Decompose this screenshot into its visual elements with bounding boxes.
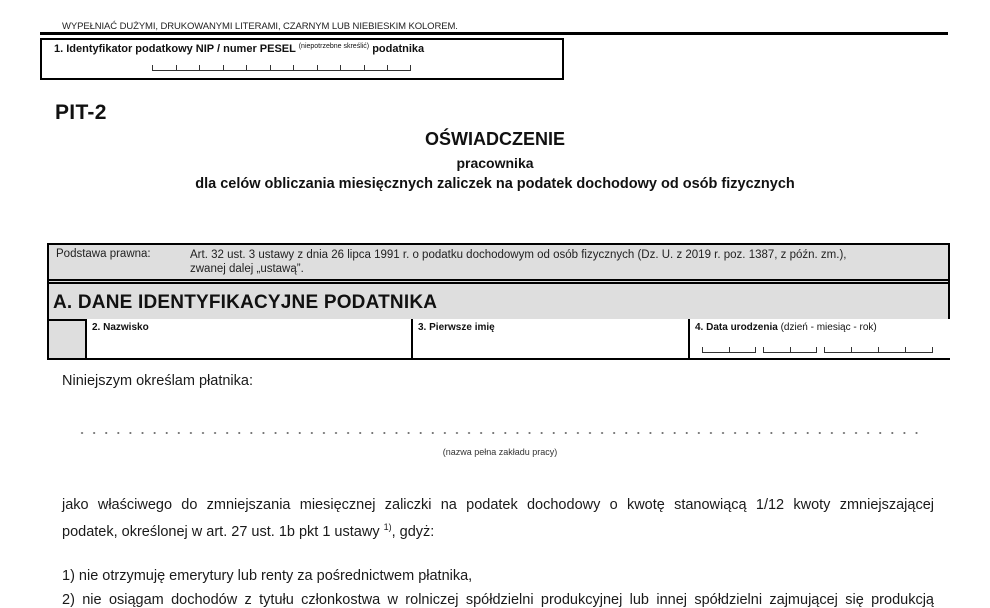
condition-item-1: 1) nie otrzymuję emerytury lub renty za pośrednictwem płatnika, <box>62 568 473 584</box>
fill-instruction: WYPEŁNIAĆ DUŻYMI, DRUKOWANYMI LITERAMI, CZARNYM LUB NIEBIESKIM KOLOREM. <box>62 21 458 32</box>
section-a-fields <box>85 319 950 358</box>
form-code: PIT-2 <box>55 101 107 124</box>
surname-label: 2. Nazwisko <box>92 322 149 333</box>
birth-date-label: 4. Data urodzenia (dzień - miesiąc - rok) <box>695 322 877 333</box>
condition-item-2: 2) nie osiągam dochodów z tytułu członkostwa w rolniczej spółdzielni produkcyjnej lub innej spółdzielni zajmującej się produkcją <box>62 592 934 608</box>
nip-pesel-field[interactable] <box>40 38 564 80</box>
birth-year-slots[interactable] <box>824 346 933 353</box>
footnote-ref: 1) <box>383 522 392 532</box>
birth-month-slots[interactable] <box>763 346 817 353</box>
form-subtitle: pracownika <box>456 155 534 171</box>
section-a-title: A. DANE IDENTYFIKACYJNE PODATNIKA <box>53 292 438 313</box>
legal-basis-label: Podstawa prawna: <box>56 248 151 260</box>
form-subtitle-purpose: dla celów obliczania miesięcznych zaliczek na podatek dochodowy od osób fizycznych <box>195 176 795 192</box>
employer-name-field[interactable] <box>76 428 926 438</box>
divider <box>40 32 948 35</box>
first-name-label: 3. Pierwsze imię <box>418 322 495 333</box>
body-paragraph-line1: jako właściwego do zmniejszania miesięcznej zaliczki na podatek dochodowy o kwotę stanowiącą 1/12 kwoty zmniejszającej <box>62 497 934 513</box>
section-a-header <box>49 282 948 321</box>
surname-field[interactable] <box>87 319 409 358</box>
intro-text: Niniejszym określam płatnika: <box>62 373 253 389</box>
nip-digit-slots[interactable] <box>152 64 411 71</box>
birth-date-field[interactable] <box>688 319 952 358</box>
birth-day-slots[interactable] <box>702 346 756 353</box>
employer-caption: (nazwa pełna zakładu pracy) <box>442 447 558 457</box>
form-title: OŚWIADCZENIE <box>424 129 565 149</box>
nip-pesel-label: 1. Identyfikator podatkowy NIP / numer PESEL $^{(niepotrzebne skreślić)}$ podatnika <box>54 43 425 55</box>
legal-basis-text: Art. 32 ust. 3 ustawy z dnia 26 lipca 1991 r. o podatku dochodowym od osób fizycznych (Dz. U. z 2019 r. poz. 1387, z późn. zm.), zwanej dalej „ustawą”. <box>190 249 847 275</box>
section-a-box <box>47 243 950 360</box>
first-name-field[interactable] <box>411 319 688 358</box>
body-paragraph-line2: podatek, określonej w art. 27 ust. 1b pkt 1 ustawy $^{1)}$, gdyż: <box>62 522 435 540</box>
legal-basis <box>49 245 948 281</box>
